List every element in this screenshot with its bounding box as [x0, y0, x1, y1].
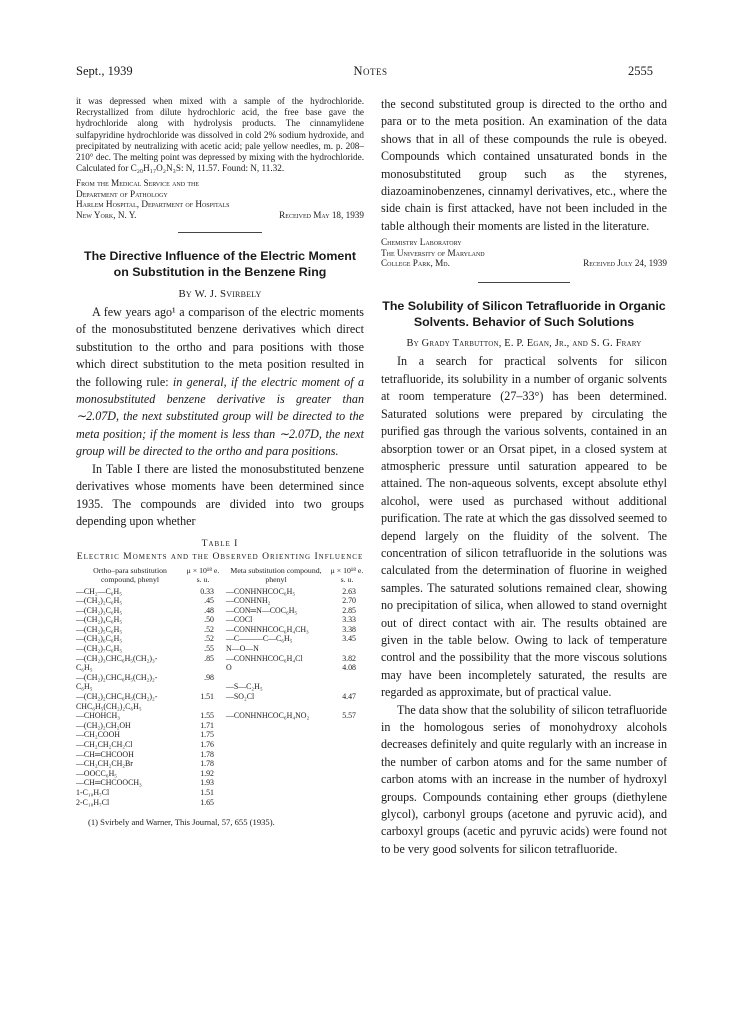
- table-row: [76, 692, 364, 702]
- table-cell: [184, 702, 222, 712]
- table-cell: —CONHNH₂: [226, 596, 271, 606]
- section-divider: [478, 282, 570, 283]
- previous-note-ending: it was depressed when mixed with a sample of the hydrochloride. Recrystallized from dilute hydrochloric acid, the free base gave the hydrochloride along with hydrolysis products. The cinnamylidene sulfapyridine hydrochloride was dissolved in cold 2% sodium hydroxide, and precipitated by neutralizing with acetic acid; pale yellow needles, m. p. 208–210° dec. The melting point was depressed by mixing with the hydrochloride. Calculated for C₂₀H₁₇O₂N₃S: N, 11.57. Found: N, 11.32.: [76, 96, 364, 174]
- table-cell: .55: [204, 644, 214, 654]
- table-cell: [330, 721, 364, 731]
- table-row: [76, 740, 364, 750]
- table-cell: [330, 759, 364, 769]
- header-date: Sept., 1939: [76, 64, 133, 78]
- footnote: (1) Svirbely and Warner, This Journal, 57, 655 (1935).: [88, 817, 275, 828]
- article-affiliation: [381, 237, 667, 268]
- table-cell: .52: [204, 624, 214, 634]
- table-body: [76, 587, 364, 808]
- table-row: [76, 730, 364, 740]
- table-cell: —(CH₂)₂C₆H₅: [76, 596, 123, 606]
- affiliation-line: From the Medical Service and the: [76, 178, 200, 189]
- table-cell: [222, 788, 330, 798]
- table-row: [76, 711, 364, 721]
- table-cell: —SO₂Cl: [226, 692, 255, 702]
- table-cell: [222, 759, 330, 769]
- table-cell: —(CH₂)₄C₆H₅: [76, 615, 123, 625]
- table-cell: —CH═CHCOOCH₃: [76, 778, 142, 788]
- table-cell: —(CH₂)₂CHC₆H₅(CH₂)₂-: [76, 672, 158, 682]
- table-cell: [330, 730, 364, 740]
- table-cell: —CONHNHCOC₆H₅: [226, 586, 296, 596]
- table-caption: Electric Moments and the Observed Orienting Influence: [76, 551, 364, 563]
- table-row: [76, 778, 364, 788]
- table-row: [76, 798, 364, 808]
- table-cell: 1.51: [200, 692, 214, 702]
- left-column: [76, 96, 364, 827]
- table-cell: [330, 702, 364, 712]
- header-page-number: 2555: [628, 64, 653, 78]
- affiliation-line: New York, N. Y.: [76, 209, 137, 220]
- table-cell: 1.65: [200, 797, 214, 807]
- column-header: Meta substitution compound, phenyl: [230, 566, 322, 584]
- table-title: Table I: [201, 538, 239, 550]
- table-cell: [222, 702, 330, 712]
- table-row: [76, 721, 364, 731]
- section-divider: [178, 232, 262, 233]
- table-cell: —S—C₂H₅: [226, 682, 263, 692]
- moments-table: [76, 567, 364, 807]
- affiliation-line: Department of Pathology: [76, 188, 168, 199]
- table-cell: [330, 682, 364, 692]
- table-cell: [222, 730, 330, 740]
- table-row: [76, 634, 364, 644]
- table-cell: [222, 740, 330, 750]
- table-cell: —(CH₂)₃C₆H₅: [76, 605, 123, 615]
- table-cell: [184, 663, 222, 673]
- table-cell: 4.08: [342, 663, 356, 673]
- column-header: Ortho–para substitution compound, phenyl: [93, 566, 167, 584]
- table-cell: 2-C₁₀H₇Cl: [76, 797, 110, 807]
- body-paragraph: the second substituted group is directed to the ortho and para or to the meta position. An examination of the data shows that in all of these compounds the rule is obeyed. Compounds which contained unsaturated bonds in the monosubstituted group such as the styrenes, diazoaminobenzenes, cinnamyl derivatives, etc., where the side chain is first attacked, have not been included in the table although their moments are listed in the literature.: [381, 97, 667, 233]
- table-cell: —CH₂COOH: [76, 730, 120, 740]
- table-cell: 1.93: [200, 778, 214, 788]
- table-row: [76, 596, 364, 606]
- column-header: μ × 10¹⁸ e. s. u.: [186, 566, 220, 584]
- table-cell: —CH₂CH₂CH₂Br: [76, 759, 133, 769]
- table-cell: [330, 798, 364, 808]
- table-cell: 3.38: [342, 624, 356, 634]
- table-cell: —(CH₂)₂CH₂OH: [76, 720, 131, 730]
- author-byline: By W. J. Svirbely: [178, 288, 262, 301]
- table-cell: CHC₆H₅(CH₂)₂C₆H₅: [76, 701, 142, 711]
- table-row: [76, 615, 364, 625]
- table-cell: —CHOHCH₃: [76, 711, 120, 721]
- table-row: [76, 606, 364, 616]
- table-cell: [330, 788, 364, 798]
- table-cell: 2.85: [342, 605, 356, 615]
- author-byline: By Grady Tarbutton, E. P. Egan, Jr., and S. G. Frary: [406, 338, 642, 350]
- table-cell: .50: [204, 615, 214, 625]
- table-cell: 3.45: [342, 634, 356, 644]
- table-cell: 1.92: [200, 768, 214, 778]
- column-header: μ × 10¹⁸ e. s. u.: [330, 566, 364, 584]
- table-cell: —CH═CHCOOH: [76, 749, 134, 759]
- table-cell: O: [226, 663, 232, 673]
- table-cell: —(CH₂)₂CHC₆H₅(CH₂)₂-: [76, 692, 158, 702]
- table-cell: [330, 750, 364, 760]
- table-cell: 5.57: [342, 711, 356, 721]
- table-cell: —CONHNHCOC₆H₄Cl: [226, 653, 303, 663]
- table-cell: 2.63: [342, 586, 356, 596]
- table-row: [76, 654, 364, 664]
- table-cell: .45: [204, 596, 214, 606]
- table-cell: [222, 750, 330, 760]
- table-cell: 1.78: [200, 749, 214, 759]
- table-cell: .48: [204, 605, 214, 615]
- body-paragraph: The data show that the solubility of silicon tetrafluoride in the homologous series of monohydroxy alcohols decreases definitely and quite regularly with an increase in the number of carbon atoms and for the same number of carbon atoms with an increase in the number of hydroxyl groups. Compounds containing ether groups (diethylene glycol), carbonyl groups (acetone and pyruvic acid), and carboxyl groups (acetic and pyruvic acids) were found not to be very good solvents for silicon tetrafluoride.: [381, 702, 667, 856]
- table-cell: [222, 721, 330, 731]
- table-cell: —CONHNHCOC₆H₄CH₃: [226, 624, 309, 634]
- table-cell: 2.70: [342, 596, 356, 606]
- table-cell: —CONHNHCOC₆H₄NO₂: [226, 711, 310, 721]
- table-cell: .52: [204, 634, 214, 644]
- previous-note-affiliation: [76, 178, 364, 220]
- table-row: [76, 587, 364, 597]
- table-row: [76, 750, 364, 760]
- body-paragraph: In Table I there are listed the monosubstituted benzene derivatives whose moments have been determined since 1935. The compounds are divided into two groups depending upon whether: [76, 461, 364, 528]
- table-row: [76, 769, 364, 779]
- table-cell: —(CH₂)₆C₆H₅: [76, 634, 123, 644]
- table-cell: 1-C₁₀H₇Cl: [76, 787, 110, 797]
- affiliation-line: Harlem Hospital, Department of Hospitals: [76, 199, 230, 210]
- table-cell: 1.55: [200, 711, 214, 721]
- table-cell: —COCl: [226, 615, 253, 625]
- table-cell: .98: [204, 672, 214, 682]
- paragraph-text: A few years ago¹ a comparison of the electric moments of the monosubstituted benzene derivatives which direct substitution to the ortho and para positions with those which direct substitution to the meta position resulted in the following rule:: [76, 305, 364, 389]
- body-paragraph: [76, 304, 364, 461]
- affiliation-line: College Park, Md.: [381, 258, 450, 269]
- received-date: Received July 24, 1939: [583, 258, 667, 269]
- table-cell: C₆H₅: [76, 663, 93, 673]
- table-cell: 3.33: [342, 615, 356, 625]
- table-cell: [222, 769, 330, 779]
- article-title: The Directive Influence of the Electric Moment on Substitution in the Benzene Ring: [84, 249, 356, 279]
- table-row: [76, 759, 364, 769]
- table-row: [76, 702, 364, 712]
- table-row: [76, 788, 364, 798]
- table-cell: —OOCC₆H₅: [76, 768, 118, 778]
- table-cell: —C———C—C₆H₅: [226, 634, 293, 644]
- table-cell: —(CH₂)₃CHC₆H₅(CH₂)₃-: [76, 653, 158, 663]
- table-cell: [330, 778, 364, 788]
- table-cell: .85: [204, 653, 214, 663]
- table-cell: 1.78: [200, 759, 214, 769]
- table-row: [76, 625, 364, 635]
- table-cell: —CH₂—C₆H₅: [76, 586, 122, 596]
- table-cell: 4.47: [342, 692, 356, 702]
- body-paragraph: In a search for practical solvents for silicon tetrafluoride, its solubility in a number of organic solvents at room temperature (27–33°) has been determined. Saturated solutions were prepared by circulating the purified gas through the various solvents, contained in an absorption tower or an Orsat pipet, in a closed system at atmospheric pressure until saturation appeared to be attained. The non-aqueous solvents, except absolute ethyl alcohol, were used as purchased without additional purification. The rate at which the gas dissolved seemed to depend largely on the fluidity of the solvent. The concentration of silicon tetrafluoride in the solutions was calculated from the determination of fluorine in weighed samples. The saturated solutions remained clear, showing no precipitation of silica, when allowed to stand overnight out of direct contact with air. The results obtained are given in the table below. Owing to lack of temperature control and the possibility that the more viscous solutions may have been incompletely saturated, the results are regarded as approximate, but of practical value.: [381, 354, 667, 700]
- table-cell: —(CH₂)₅C₆H₅: [76, 624, 123, 634]
- affiliation-line: The University of Maryland: [381, 247, 485, 258]
- table-cell: 1.71: [200, 720, 214, 730]
- table-cell: N—O—N: [226, 644, 259, 654]
- table-cell: [222, 673, 330, 683]
- table-cell: [330, 769, 364, 779]
- table-cell: —CH₂CH₂CH₂Cl: [76, 740, 133, 750]
- table-cell: [184, 682, 222, 692]
- table-cell: [330, 673, 364, 683]
- table-cell: 1.75: [200, 730, 214, 740]
- orientation-rule: in general, if the electric moment of a monosubstituted benzene derivative is greater than ∼2.07D, the next substituted group will be directed to the meta position; if the moment is less than ∼2.07D, the next group will be directed to the ortho and para positions.: [76, 374, 364, 459]
- right-column: [381, 96, 667, 858]
- table-cell: —(CH₂)₇C₆H₅: [76, 644, 123, 654]
- table-cell: 3.82: [342, 653, 356, 663]
- table-cell: [222, 778, 330, 788]
- table-cell: 1.76: [200, 740, 214, 750]
- affiliation-line: Chemistry Laboratory: [381, 237, 462, 248]
- table-cell: [330, 644, 364, 654]
- table-cell: 1.51: [200, 787, 214, 797]
- article-title: The Solubility of Silicon Tetrafluoride in Organic Solvents. Behavior of Such Solutions: [382, 299, 666, 329]
- table-row: [76, 682, 364, 692]
- table-cell: [330, 740, 364, 750]
- table-cell: 0.33: [200, 586, 214, 596]
- received-date: Received May 18, 1939: [279, 209, 364, 220]
- table-cell: —CON═N—COC₆H₅: [226, 605, 298, 615]
- header-section: Notes: [353, 64, 388, 78]
- table-cell: [222, 798, 330, 808]
- table-cell: C₆H₅: [76, 682, 93, 692]
- table-row: [76, 644, 364, 654]
- table-row: [76, 673, 364, 683]
- table-row: [76, 663, 364, 673]
